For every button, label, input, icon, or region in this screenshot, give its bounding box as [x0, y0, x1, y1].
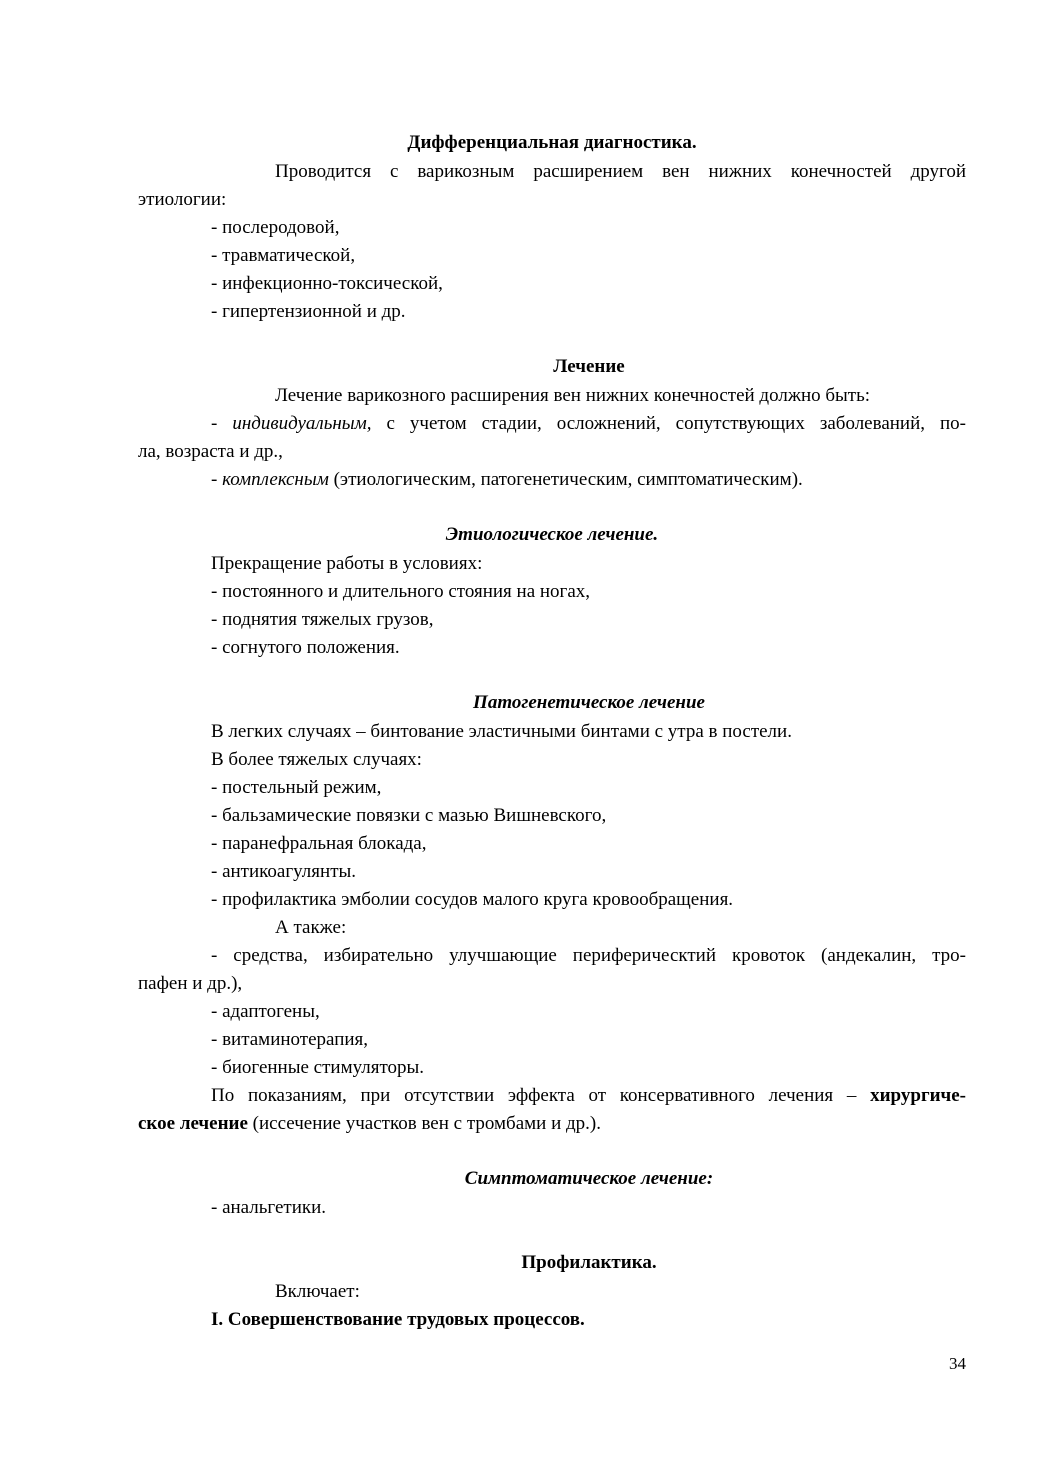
section-heading-symptomatic: Симптоматическое лечение:	[464, 1168, 714, 1189]
list-item: - витаминотерапия,	[211, 1029, 369, 1050]
subheading-point-1: I. Совершенствование трудовых процессов.	[211, 1309, 585, 1330]
list-item: - паранефральная блокада,	[211, 833, 427, 854]
paragraph-line: Проводится с варикозным расширением вен нижних конечностей другой	[275, 161, 966, 182]
section-heading-diagnostics: Дифференциальная диагностика.	[407, 132, 697, 153]
italic-term: комплексным	[222, 469, 329, 490]
paragraph-line: Лечение варикозного расширения вен нижних конечностей должно быть:	[275, 385, 871, 406]
list-item: - инфекционно-токсической,	[211, 273, 443, 294]
paragraph-line-surgery-cont	[138, 1112, 601, 1136]
paragraph-line: Включает:	[275, 1281, 360, 1302]
dash: -	[211, 413, 233, 434]
list-item: - поднятия тяжелых грузов,	[211, 609, 434, 630]
text: По показаниям, при отсутствии эффекта от консервативного лечения –	[211, 1085, 871, 1106]
text: (этиологическим, патогенетическим, симптоматическим).	[328, 469, 803, 490]
italic-term: индивидуальным,	[232, 413, 372, 434]
text: с учетом стадии, осложнений, сопутствующих заболеваний, по-	[371, 413, 967, 434]
list-item: - адаптогены,	[211, 1001, 320, 1022]
paragraph-line: этиологии:	[138, 189, 227, 210]
list-item: - биогенные стимуляторы.	[211, 1057, 425, 1078]
bold-term: ское лечение	[138, 1113, 248, 1134]
section-heading-etiological: Этиологическое лечение.	[445, 524, 659, 545]
list-item: - постельный режим,	[211, 777, 382, 798]
section-heading-prevention: Профилактика.	[521, 1252, 657, 1273]
list-item: - травматической,	[211, 245, 356, 266]
paragraph-line: пафен и др.),	[138, 973, 243, 994]
list-item-individual	[211, 412, 966, 436]
list-item: - средства, избирательно улучшающие периферическтий кровоток (андекалин, тро-	[211, 945, 966, 966]
list-item: - антикоагулянты.	[211, 861, 357, 882]
paragraph-line-surgery	[211, 1084, 966, 1108]
list-item: - бальзамические повязки с мазью Вишневского,	[211, 805, 607, 826]
list-item: - профилактика эмболии сосудов малого круга кровообращения.	[211, 889, 734, 910]
text: (иссечение участков вен с тромбами и др.).	[247, 1113, 601, 1134]
list-item: - гипертензионной и др.	[211, 301, 406, 322]
dash: -	[211, 469, 223, 490]
paragraph-line: ла, возраста и др.,	[138, 441, 283, 462]
list-item: - согнутого положения.	[211, 637, 400, 658]
list-item: - послеродовой,	[211, 217, 340, 238]
paragraph-line: А также:	[275, 917, 347, 938]
section-heading-pathogenetic: Патогенетическое лечение	[473, 692, 705, 713]
bold-term: хирургиче-	[870, 1085, 966, 1106]
list-item: - постоянного и длительного стояния на ногах,	[211, 581, 591, 602]
page-number: 34	[949, 1354, 966, 1373]
section-heading-treatment: Лечение	[553, 356, 625, 377]
list-item: - анальгетики.	[211, 1197, 327, 1218]
paragraph-line: В более тяжелых случаях:	[211, 749, 422, 770]
paragraph-line: Прекращение работы в условиях:	[211, 553, 483, 574]
paragraph-line: В легких случаях – бинтование эластичными бинтами с утра в постели.	[211, 721, 792, 742]
list-item-complex	[211, 468, 803, 492]
